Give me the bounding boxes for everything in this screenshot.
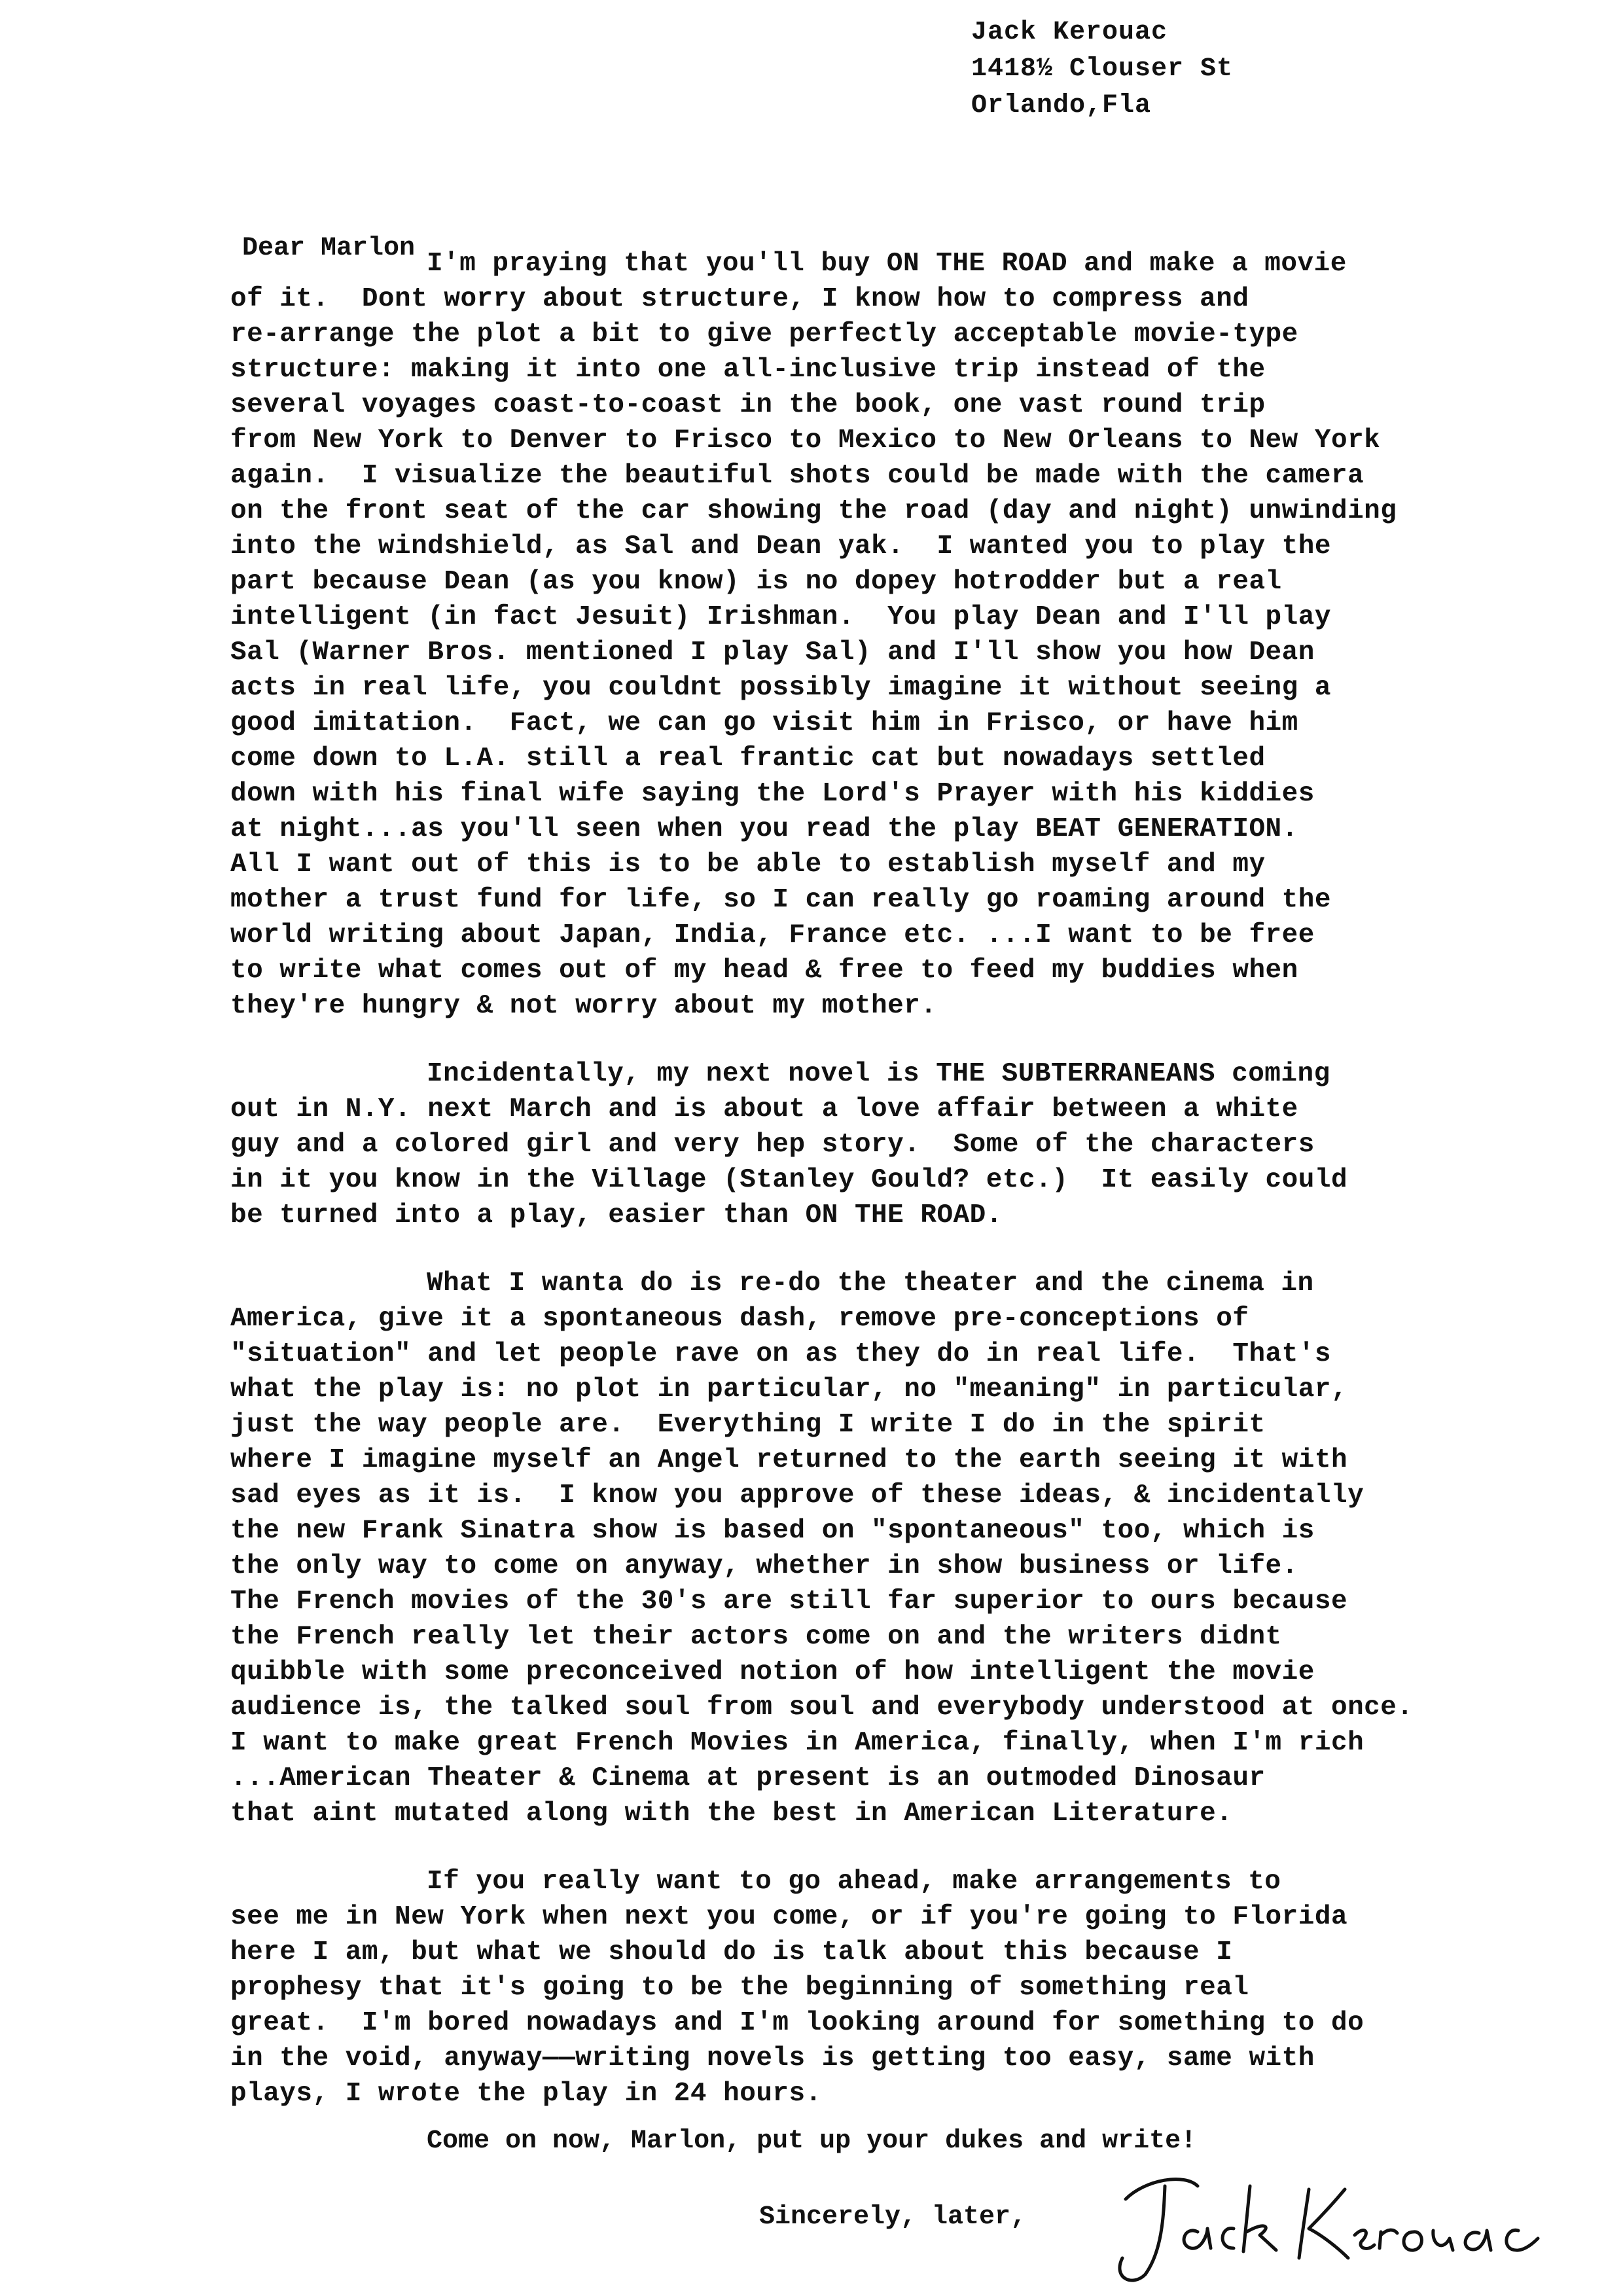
sender-address — [971, 14, 1233, 124]
text-line: be turned into a play, easier than ON THE ROAD. — [230, 1200, 1003, 1230]
text-line: of it. Dont worry about structure, I know how to compress and — [230, 284, 1249, 314]
text-line: What I wanta do is re-do the theater and the cinema in — [427, 1268, 1314, 1299]
paragraph-gap — [230, 1233, 1565, 1266]
text-line: the new Frank Sinatra show is based on "spontaneous" too, which is — [230, 1516, 1315, 1546]
paragraph-gap — [230, 1024, 1565, 1056]
salutation: Dear Marlon — [242, 234, 416, 263]
sender-city: Orlando,Fla — [971, 91, 1152, 120]
text-line: America, give it a spontaneous dash, remove pre-conceptions of — [230, 1304, 1249, 1334]
text-line: the only way to come on anyway, whether in show business or life. — [230, 1551, 1298, 1581]
text-line: that aint mutated along with the best in American Literature. — [230, 1799, 1233, 1829]
text-line: Incidentally, my next novel is THE SUBTERRANEANS coming — [427, 1059, 1330, 1089]
text-line: mother a trust fund for life, so I can really go roaming around the — [230, 885, 1331, 915]
text-line: at night...as you'll seen when you read the play BEAT GENERATION. — [230, 814, 1298, 844]
text-line: they're hungry & not worry about my mother. — [230, 991, 937, 1021]
text-line: structure: making it into one all-inclusive trip instead of the — [230, 355, 1266, 385]
text-line: part because Dean (as you know) is no dopey hotrodder but a real — [230, 567, 1282, 597]
text-line: come down to L.A. still a real frantic cat but nowadays settled — [230, 744, 1266, 774]
text-line: here I am, but what we should do is talk about this because I — [230, 1937, 1233, 1967]
paragraph-gap — [230, 1831, 1565, 1864]
text-line: acts in real life, you couldnt possibly imagine it without seeing a — [230, 673, 1331, 703]
text-line: audience is, the talked soul from soul and everybody understood at once. — [230, 1693, 1414, 1723]
paragraph — [230, 1056, 1565, 1233]
paragraph — [230, 1864, 1565, 2111]
sender-name: Jack Kerouac — [971, 18, 1168, 47]
text-line: from New York to Denver to Frisco to Mexico to New Orleans to New York — [230, 425, 1381, 456]
text-line: re-arrange the plot a bit to give perfectly acceptable movie-type — [230, 319, 1298, 350]
text-line: quibble with some preconceived notion of how intelligent the movie — [230, 1657, 1315, 1687]
text-line: sad eyes as it is. I know you approve of these ideas, & incidentally — [230, 1480, 1364, 1511]
text-line: several voyages coast-to-coast in the book, one vast round trip — [230, 390, 1266, 420]
text-line: I'm praying that you'll buy ON THE ROAD and make a movie — [427, 249, 1347, 279]
paragraph — [230, 1266, 1565, 1831]
text-line: prophesy that it's going to be the beginning of something real — [230, 1973, 1249, 2003]
text-line: plays, I wrote the play in 24 hours. — [230, 2079, 822, 2109]
text-line: Sal (Warner Bros. mentioned I play Sal) and I'll show you how Dean — [230, 637, 1315, 668]
text-line: world writing about Japan, India, France etc. ...I want to be free — [230, 920, 1315, 950]
text-line: great. I'm bored nowadays and I'm looking around for something to do — [230, 2008, 1364, 2038]
text-line: If you really want to go ahead, make arrangements to — [427, 1867, 1281, 1897]
text-line: into the windshield, as Sal and Dean yak. I wanted you to play the — [230, 531, 1331, 562]
text-line: ...American Theater & Cinema at present is an outmoded Dinosaur — [230, 1763, 1266, 1793]
text-line: in the void, anyway——writing novels is getting too easy, same with — [230, 2043, 1315, 2073]
text-line: just the way people are. Everything I write I do in the spirit — [230, 1410, 1266, 1440]
text-line: good imitation. Fact, we can go visit him in Frisco, or have him — [230, 708, 1298, 738]
text-line: on the front seat of the car showing the road (day and night) unwinding — [230, 496, 1397, 526]
handwritten-signature — [1086, 2160, 1558, 2291]
text-line: again. I visualize the beautiful shots could be made with the camera — [230, 461, 1364, 491]
text-line: out in N.Y. next March and is about a love affair between a white — [230, 1094, 1298, 1124]
text-line: see me in New York when next you come, or if you're going to Florida — [230, 1902, 1348, 1932]
text-line: where I imagine myself an Angel returned to the earth seeing it with — [230, 1445, 1348, 1475]
letter-body — [230, 246, 1565, 2111]
signoff: Sincerely, later, — [759, 2202, 1027, 2232]
paragraph — [230, 246, 1565, 1024]
text-line: All I want out of this is to be able to establish myself and my — [230, 850, 1266, 880]
text-line: what the play is: no plot in particular, no "meaning" in particular, — [230, 1374, 1348, 1405]
text-line: the French really let their actors come on and the writers didnt — [230, 1622, 1282, 1652]
text-line: intelligent (in fact Jesuit) Irishman. You play Dean and I'll play — [230, 602, 1331, 632]
text-line: guy and a colored girl and very hep story. Some of the characters — [230, 1130, 1315, 1160]
text-line: I want to make great French Movies in America, finally, when I'm rich — [230, 1728, 1364, 1758]
sender-street: 1418½ Clouser St — [971, 54, 1234, 84]
text-line: The French movies of the 30's are still far superior to ours because — [230, 1587, 1348, 1617]
text-line: to write what comes out of my head & free to feed my buddies when — [230, 956, 1298, 986]
text-line: down with his final wife saying the Lord's Prayer with his kiddies — [230, 779, 1315, 809]
text-line: "situation" and let people rave on as they do in real life. That's — [230, 1339, 1331, 1369]
closing-line: Come on now, Marlon, put up your dukes and write! — [427, 2126, 1197, 2156]
text-line: in it you know in the Village (Stanley Gould? etc.) It easily could — [230, 1165, 1348, 1195]
